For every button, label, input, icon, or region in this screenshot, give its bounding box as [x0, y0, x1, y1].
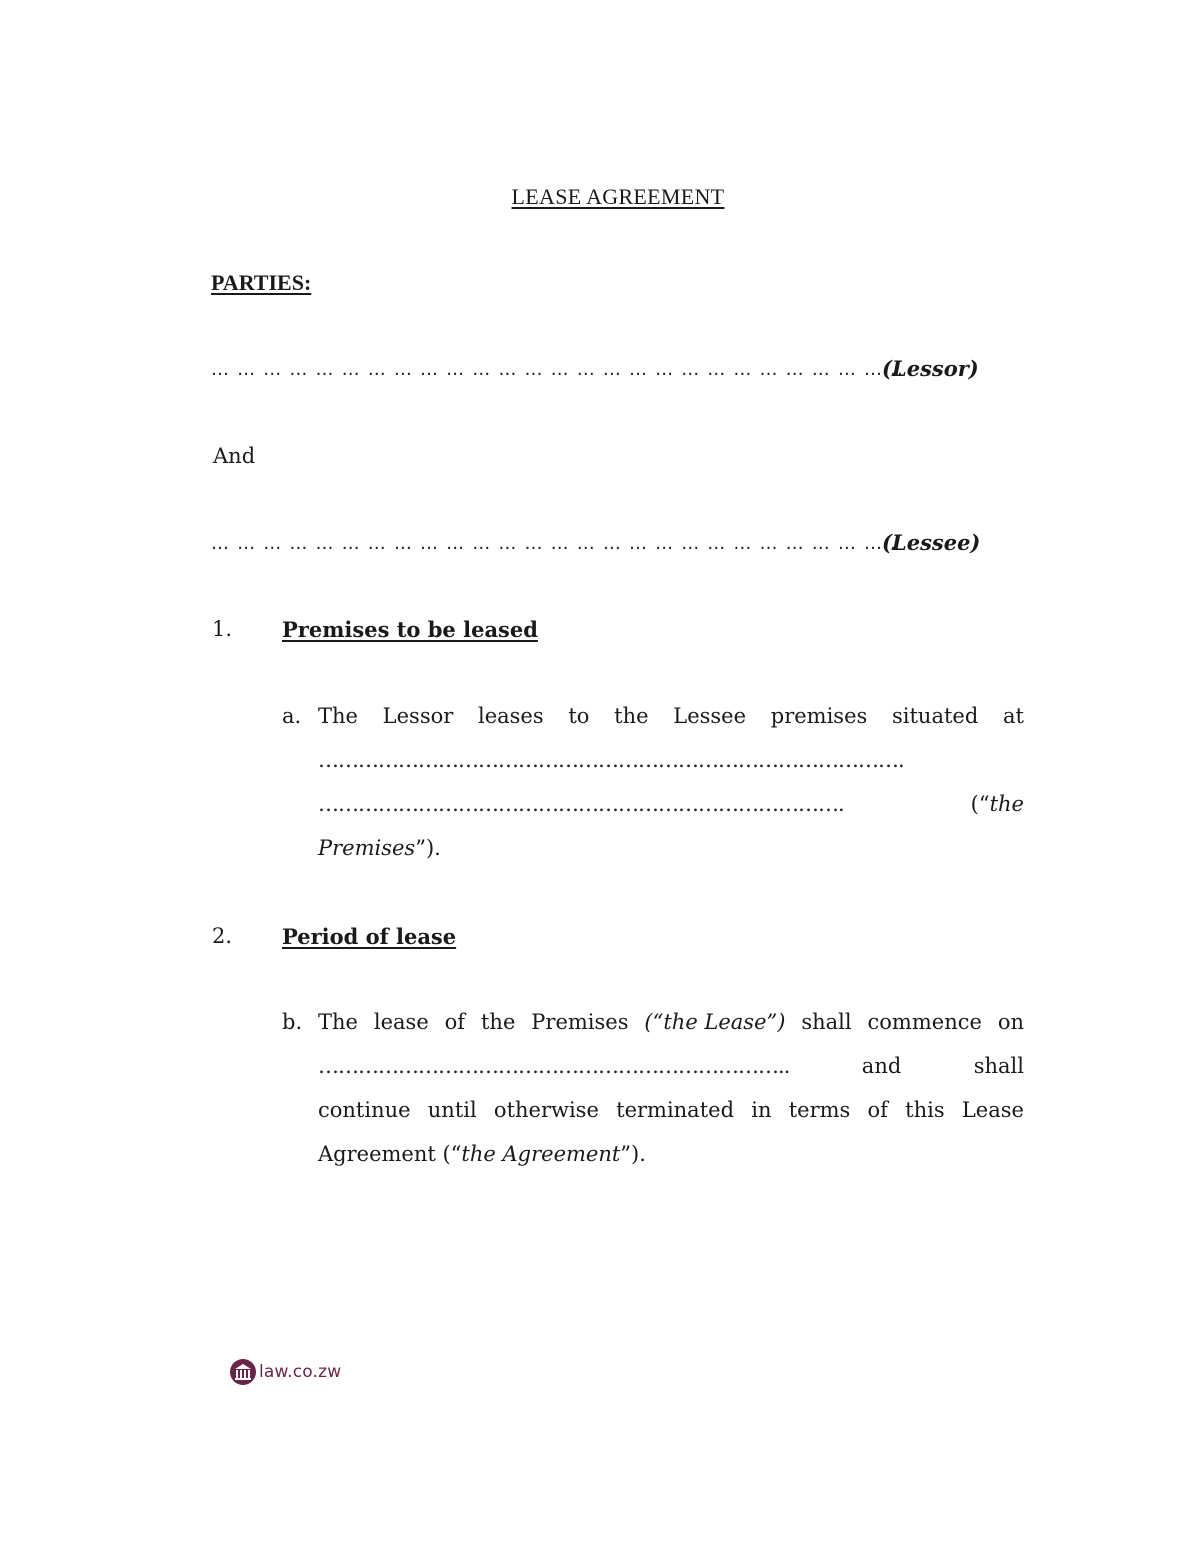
lessor-fill-line: … … … … … … … … … … … … … … … … … … … … … … … … … … .. — [211, 359, 905, 380]
word: Premises — [531, 1010, 629, 1034]
paragraph-line — [318, 826, 1024, 870]
word: shall — [801, 1010, 852, 1034]
law-building-icon — [229, 1358, 257, 1386]
quote-word: the — [989, 792, 1024, 816]
word: the — [480, 1010, 516, 1034]
document-title: LEASE AGREEMENT — [511, 184, 725, 209]
paragraph-line — [318, 1088, 1024, 1132]
section-heading-period: Period of lease — [282, 924, 457, 949]
premises-address-fill-line: ……………………………………………………………………………. — [318, 748, 904, 772]
period-paragraph — [318, 1000, 1024, 1176]
quote-fragment — [971, 782, 1024, 826]
word: The — [318, 1010, 358, 1034]
word: Lessor — [382, 704, 454, 728]
defined-term: (“the Lease”) — [644, 1010, 786, 1034]
parties-heading: PARTIES: — [211, 270, 312, 295]
and-text: And — [213, 444, 256, 468]
word: leases — [477, 704, 544, 728]
word: otherwise — [493, 1098, 599, 1122]
premises-paragraph — [318, 694, 1024, 870]
lessee-label: (Lessee) — [882, 530, 981, 555]
word: The — [318, 704, 358, 728]
item-letter: a. — [282, 704, 302, 728]
paragraph-line — [318, 1132, 1024, 1176]
word: this — [905, 1098, 945, 1122]
text-fragment: Agreement (“ — [318, 1142, 462, 1166]
quote-open: (“ — [970, 792, 990, 816]
word: Lease — [961, 1098, 1024, 1122]
word: premises — [770, 704, 868, 728]
item-letter: b. — [282, 1010, 303, 1034]
word: terminated — [616, 1098, 735, 1122]
paragraph-line — [318, 1000, 1024, 1044]
defined-term: Premises — [318, 836, 416, 860]
lessee-fill-line: … … … … … … … … … … … … … … … … … … … … … … … … … … . — [211, 533, 898, 554]
paragraph-line — [318, 694, 1024, 738]
section-number: 2. — [212, 924, 233, 948]
premises-address-fill-line-2: ……………………………………………………………………. — [318, 792, 844, 816]
paragraph-line — [318, 782, 1024, 826]
commencement-date-fill-line: …………………………………………………………….. — [318, 1054, 790, 1078]
word: commence — [867, 1010, 982, 1034]
word: to — [568, 704, 590, 728]
word: Lessee — [673, 704, 747, 728]
word: in — [751, 1098, 772, 1122]
word: at — [1002, 704, 1024, 728]
word: terms — [788, 1098, 851, 1122]
word: of — [867, 1098, 888, 1122]
word: lease — [373, 1010, 429, 1034]
section-number: 1. — [212, 617, 233, 641]
word: shall — [973, 1054, 1024, 1078]
paragraph-line — [318, 738, 1024, 782]
lessor-label: (Lessor) — [882, 356, 979, 381]
defined-term: the Agreement — [461, 1142, 621, 1166]
word: the — [614, 704, 649, 728]
section-heading-premises: Premises to be leased — [282, 617, 538, 642]
word: of — [444, 1010, 466, 1034]
paragraph-line — [318, 1044, 1024, 1088]
word: continue — [318, 1098, 411, 1122]
word: and — [861, 1054, 902, 1078]
quote-close: ”). — [415, 836, 441, 860]
logo-text: law.co.zw — [259, 1362, 342, 1382]
law-co-zw-logo — [229, 1358, 341, 1386]
word: situated — [891, 704, 979, 728]
word: on — [997, 1010, 1024, 1034]
quote-close: ”). — [620, 1142, 646, 1166]
word: until — [427, 1098, 477, 1122]
